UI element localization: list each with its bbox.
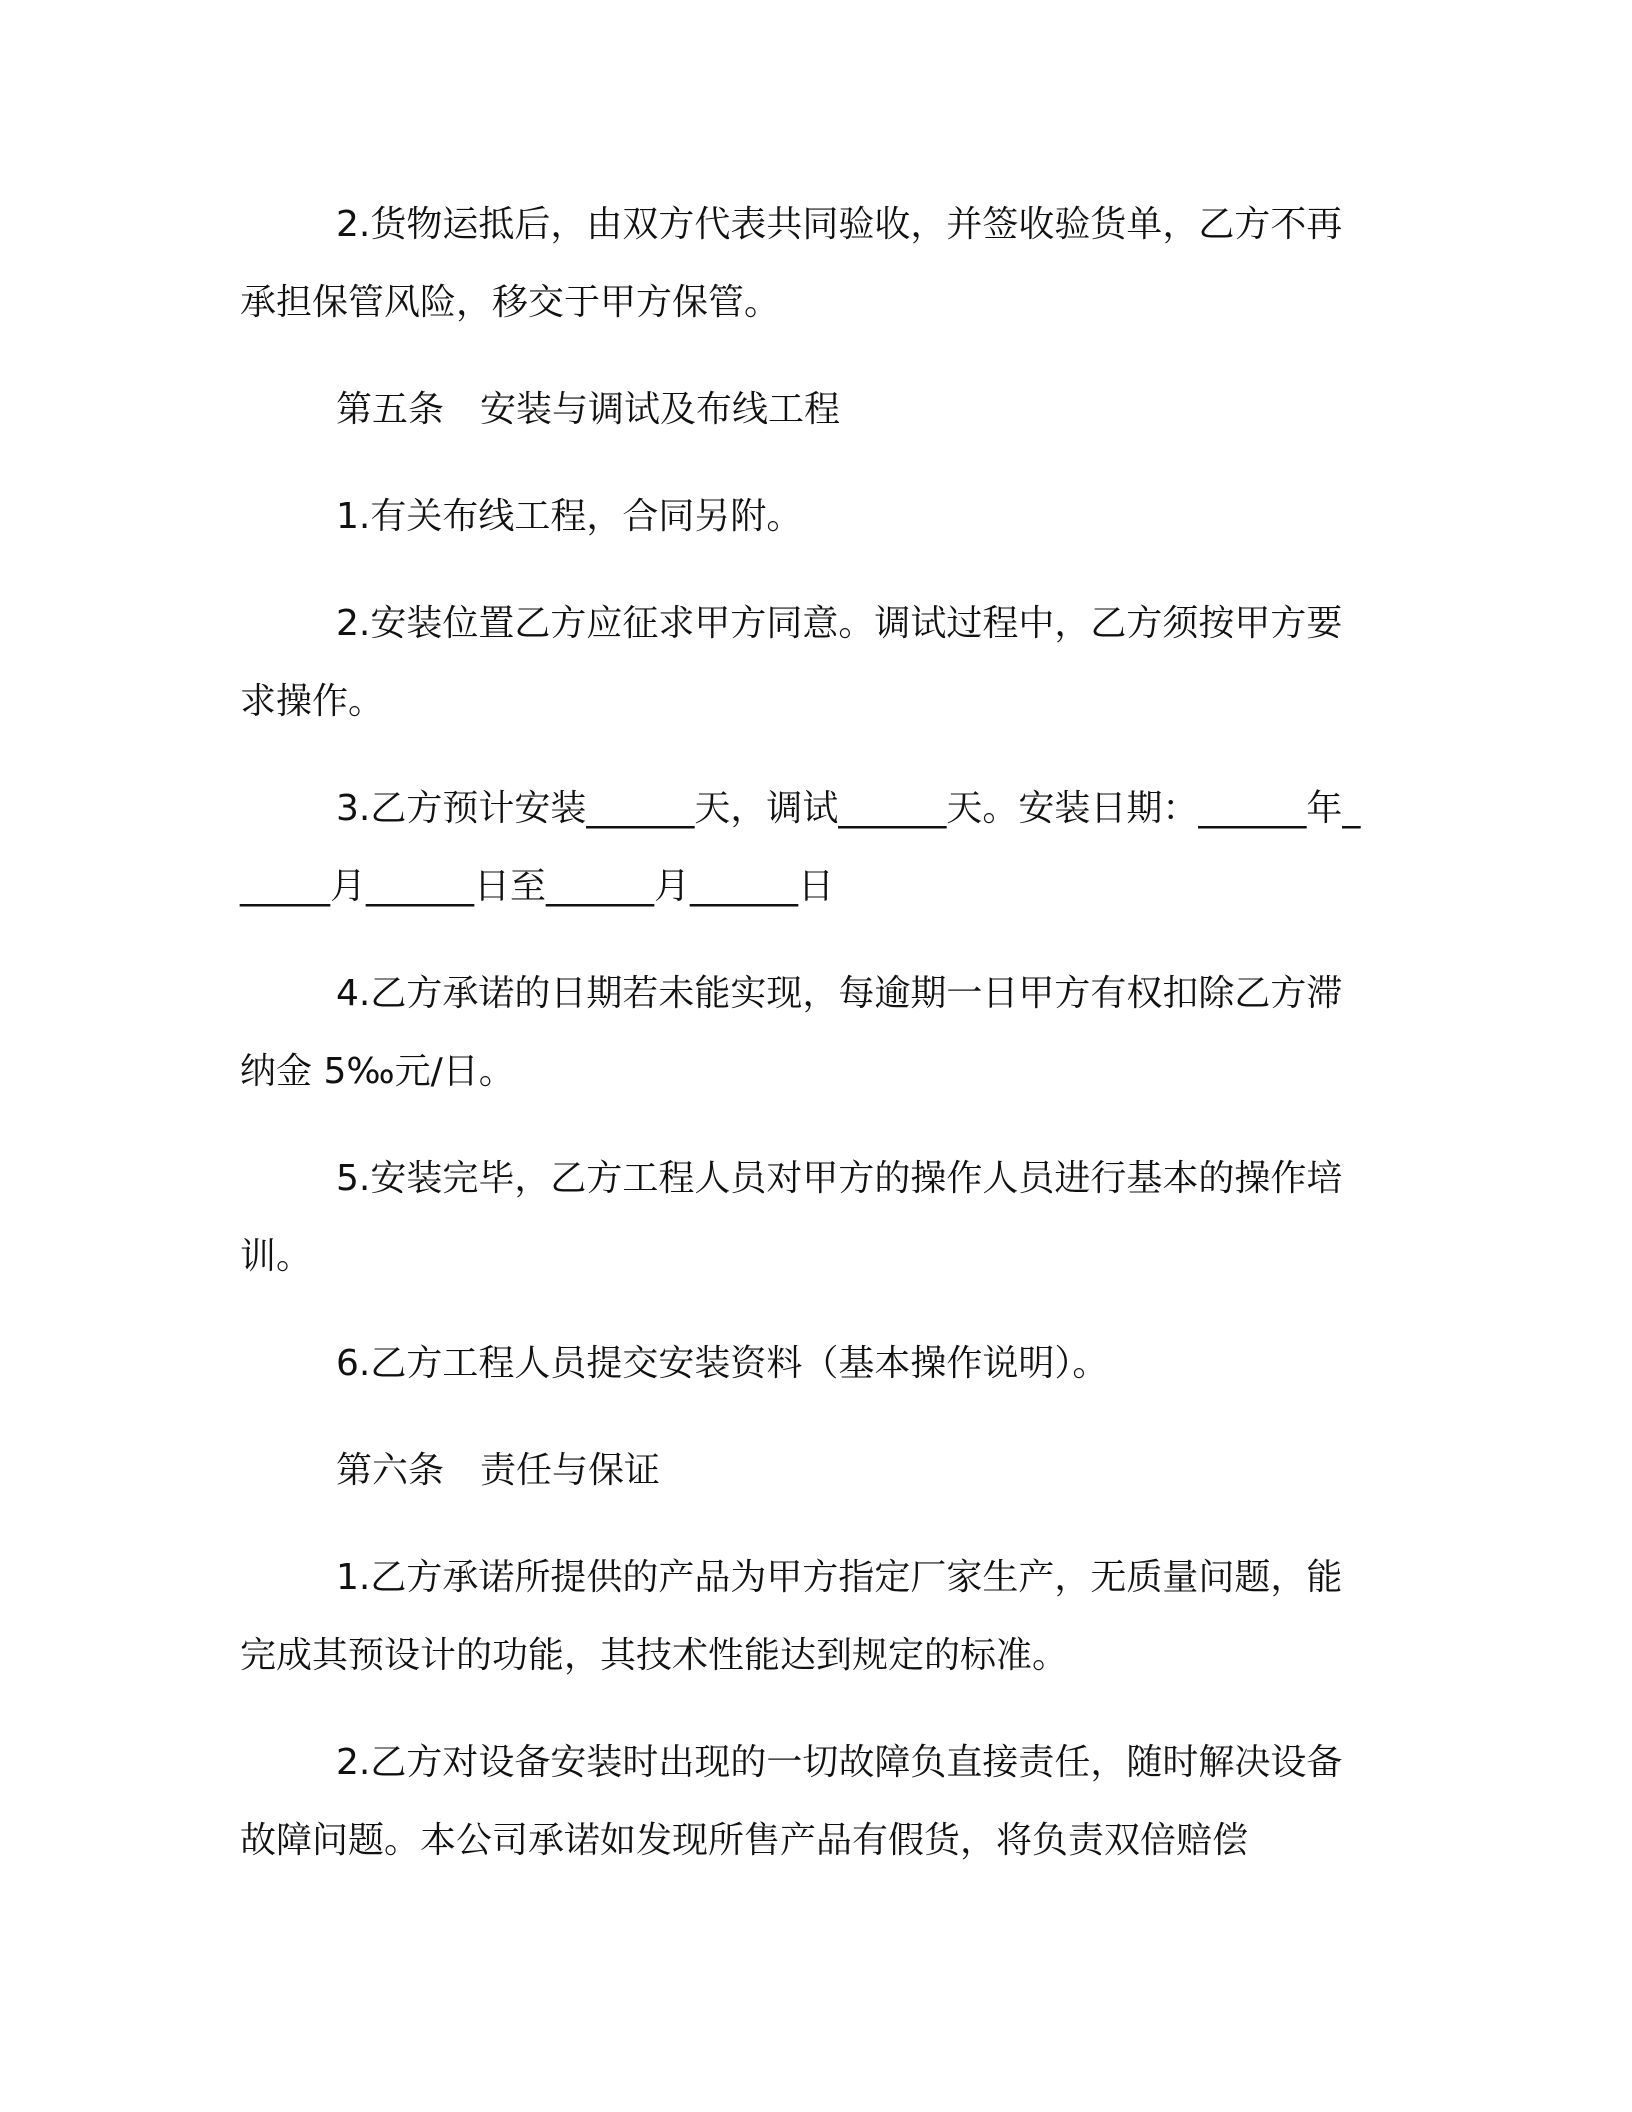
paragraph-clause-4-item-2: 2.货物运抵后，由双方代表共同验收，并签收验货单，乙方不再承担保管风险，移交于甲方保管。: [240, 204, 1343, 323]
paragraph-article-5-item-1: 1.有关布线工程，合同另附。: [336, 496, 803, 537]
paragraph-article-6-item-2: 2.乙方对设备安装时出现的一切故障负直接责任，随时解决设备故障问题。本公司承诺如发现所售产品有假货，将负责双倍赔偿: [240, 1742, 1343, 1861]
heading-article-5: 第五条 安装与调试及布线工程: [336, 389, 841, 430]
paragraph-article-5-item-6: 6.乙方工程人员提交安装资料（基本操作说明）。: [336, 1343, 1109, 1384]
paragraph-article-5-item-2: 2.安装位置乙方应征求甲方同意。调试过程中，乙方须按甲方要求操作。: [240, 603, 1343, 722]
paragraph-article-6-item-1: 1.乙方承诺所提供的产品为甲方指定厂家生产，无质量问题，能完成其预设计的功能，其技术性能达到规定的标准。: [240, 1557, 1343, 1676]
paragraph-article-5-item-5: 5.安装完毕，乙方工程人员对甲方的操作人员进行基本的操作培训。: [240, 1158, 1343, 1277]
document-page: [240, 186, 1376, 1880]
heading-article-6: 第六条 责任与保证: [336, 1450, 661, 1491]
paragraph-article-5-item-4: 4.乙方承诺的日期若未能实现，每逾期一日甲方有权扣除乙方滞纳金 5‰元/日。: [240, 973, 1343, 1092]
paragraph-article-5-item-3: 3.乙方预计安装______天，调试______天。安装日期：______年______月______日至______月______日: [240, 788, 1361, 907]
